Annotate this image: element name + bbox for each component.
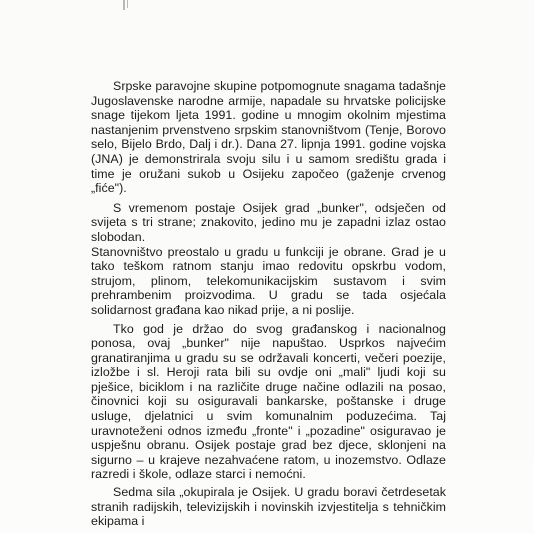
scan-mark	[123, 0, 125, 10]
paragraph: S vremenom postaje Osijek grad „bunker", odsječen od svijeta s tri strane; znakovito, jedino mu je zapadni izlaz ostao slobodan.	[91, 200, 446, 244]
paragraph: Srpske paravojne skupine potpomognute snagama tadašnje Jugoslavenske narodne armije, napadale su hrvatske policijske snage tijekom ljeta 1991. godine u mnogim okolnim mjestima nastanjenim prvenstveno srpskim stanovništvom (Tenje, Borovo selo, Bijelo Brdo, Dalj i dr.). Dana 27. lipnja 1991. godine vojska (JNA) je demonstrirala svoju silu i u samom središtu grada i time je oružani sukob u Osijeku započeo (gaženje crvenog „fiće").	[91, 79, 446, 196]
paragraph: Sedma sila „okupirala je Osijek. U gradu boravi četrdesetak stranih radijskih, televizijskih i novinskih izvjestitelja s tehničkim ekipama i	[91, 485, 446, 529]
paragraph: Tko god je držao do svog građanskog i nacionalnog ponosa, ovaj „bunker" nije napuštao. Usprkos najvećim granatiranjima u gradu su se održavali koncerti, večeri poezije, izložbe i sl. Heroji rata bili su ovdje oni „mali" ljudi koji su pješice, biciklom i na različite druge načine odlazili na posao, činovnici koji su osiguravali bankarske, poštanske i druge usluge, djelatnici u svim komunalnim poduzećima. Taj uravnoteženi odnos između „fronte" i „pozadine" osiguravao je uspješnu obranu. Osijek postaje grad bez djece, sklonjeni na sigurno – u krajeve nezahvaćene ratom, u inozemstvo. Odlaze razredi i škole, odlaze starci i nemoćni.	[91, 321, 446, 482]
document-body	[91, 79, 446, 534]
scan-mark	[127, 0, 128, 8]
paragraph: Stanovništvo preostalo u gradu u funkciji je obrane. Grad je u tako teškom ratnom stanju imao redovitu opskrbu vodom, strujom, plinom, telekomunikacijskim sustavom i svim prehrambenim proizvodima. U gradu se tada osjećala solidarnost građana kao nikad prije, a ni poslije.	[91, 244, 446, 317]
